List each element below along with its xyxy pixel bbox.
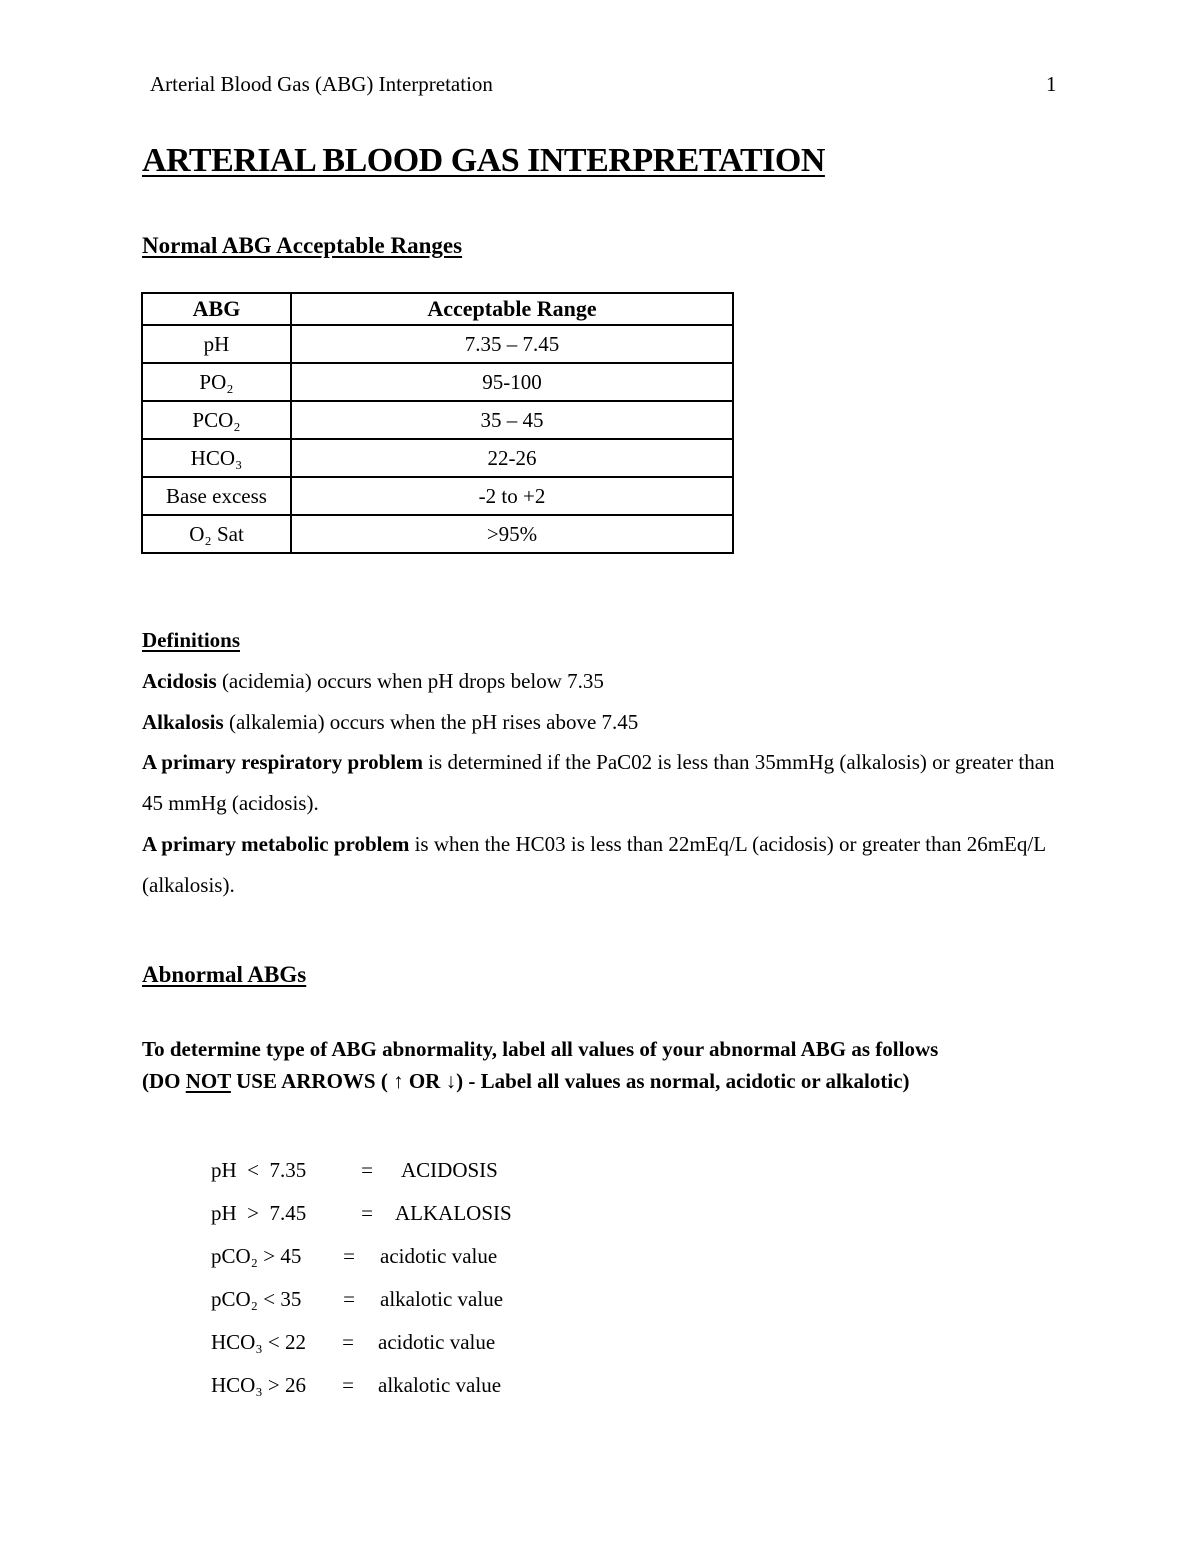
rule-condition: HCO₃ < 22 — [211, 1330, 307, 1354]
column-header-abg: ABG — [142, 293, 291, 325]
rule-result: alkalotic value — [378, 1373, 502, 1397]
instruction-emphasis: NOT — [185, 1069, 231, 1093]
table-row — [142, 363, 733, 401]
abg-name-cell: pH — [142, 325, 291, 363]
abg-name-cell: PO₂ — [142, 363, 291, 401]
rule-row — [211, 1235, 512, 1278]
instruction-text: USE ARROWS ( ↑ OR ↓) - Label all values as normal, acidotic or alkalotic) — [230, 1069, 910, 1093]
rule-equals: = — [342, 1373, 354, 1397]
rule-equals: = — [361, 1201, 373, 1225]
page-number: 1 — [1046, 72, 1057, 96]
table-row — [142, 325, 733, 363]
instruction-line — [142, 1065, 1092, 1097]
table-header-row — [142, 293, 733, 325]
table-row — [142, 401, 733, 439]
definition-item — [142, 742, 1072, 824]
abg-range-cell: -2 to +2 — [291, 477, 733, 515]
running-head: Arterial Blood Gas (ABG) Interpretation — [150, 72, 493, 96]
definition-text: is determined if the PaC02 is less than 35mmHg (alkalosis) or greater than 45 mmHg (acidosis). — [142, 750, 1055, 816]
column-header-range: Acceptable Range — [291, 293, 733, 325]
definition-item — [142, 824, 1072, 906]
abg-name-cell: O₂ Sat — [142, 515, 291, 553]
table-row — [142, 477, 733, 515]
definition-text: is when the HC03 is less than 22mEq/L (acidosis) or greater than 26mEq/L (alkalosis). — [142, 831, 1046, 897]
rule-result: ALKALOSIS — [395, 1201, 512, 1225]
definition-term: A primary respiratory problem — [142, 750, 423, 775]
page-title: ARTERIAL BLOOD GAS INTERPRETATION — [142, 142, 825, 179]
rule-result: ACIDOSIS — [401, 1158, 498, 1182]
rule-condition: pCO₂ > 45 — [211, 1244, 302, 1268]
abg-range-cell: 22-26 — [291, 439, 733, 477]
rule-result: acidotic value — [380, 1244, 498, 1268]
abg-name-cell: Base excess — [142, 477, 291, 515]
definition-text: (alkalemia) occurs when the pH rises above 7.45 — [223, 709, 639, 734]
rule-equals: = — [361, 1158, 373, 1182]
instruction-line: To determine type of ABG abnormality, label all values of your abnormal ABG as follows — [142, 1037, 939, 1061]
abg-ranges-table — [141, 292, 734, 554]
definitions-section — [142, 620, 1072, 906]
abnormal-rules-list — [211, 1149, 512, 1407]
definition-term: Alkalosis — [142, 709, 224, 734]
abnormal-abgs-heading: Abnormal ABGs — [142, 962, 307, 987]
table-row — [142, 515, 733, 553]
rule-condition: pCO₂ < 35 — [211, 1287, 302, 1311]
table-row — [142, 439, 733, 477]
abg-range-cell: 7.35 – 7.45 — [291, 325, 733, 363]
rule-equals: = — [343, 1244, 355, 1268]
rule-equals: = — [343, 1287, 355, 1311]
rule-row — [211, 1321, 512, 1364]
abg-range-cell: 35 – 45 — [291, 401, 733, 439]
definition-item — [142, 661, 1072, 702]
abg-range-cell: 95-100 — [291, 363, 733, 401]
rule-condition: pH > 7.45 — [211, 1201, 307, 1225]
definition-text: (acidemia) occurs when pH drops below 7.35 — [216, 668, 604, 693]
normal-ranges-heading: Normal ABG Acceptable Ranges — [142, 233, 463, 258]
rule-row — [211, 1192, 512, 1235]
abg-range-cell: >95% — [291, 515, 733, 553]
rule-row — [211, 1149, 512, 1192]
instruction-text: (DO — [142, 1069, 186, 1093]
abg-name-cell: HCO₃ — [142, 439, 291, 477]
rule-condition: HCO₃ > 26 — [211, 1373, 307, 1397]
instructions-block — [142, 1033, 1092, 1097]
abg-name-cell: PCO₂ — [142, 401, 291, 439]
definition-term: Acidosis — [142, 668, 217, 693]
rule-condition: pH < 7.35 — [211, 1158, 307, 1182]
rule-row — [211, 1278, 512, 1321]
definitions-heading: Definitions — [142, 628, 241, 652]
rule-result: acidotic value — [378, 1330, 496, 1354]
rule-equals: = — [342, 1330, 354, 1354]
rule-result: alkalotic value — [380, 1287, 504, 1311]
definition-term: A primary metabolic problem — [142, 831, 410, 856]
rule-row — [211, 1364, 512, 1407]
definition-item — [142, 702, 1072, 743]
